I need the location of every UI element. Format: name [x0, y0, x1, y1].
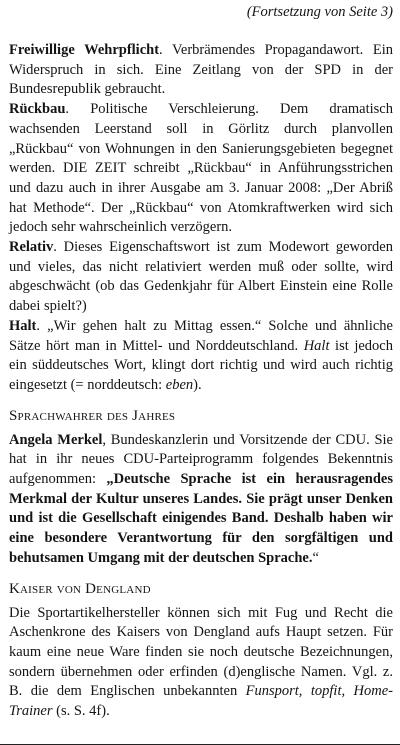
entry-term: Halt — [9, 317, 37, 334]
person-name: Angela Merkel — [9, 431, 103, 448]
entry-italic-word: Halt — [303, 337, 330, 354]
entry-term: Rückbau — [9, 101, 66, 118]
entry-term: Freiwillige Wehrpflicht — [9, 42, 160, 58]
entry-term: Relativ — [9, 239, 54, 256]
section-heading-kaiser: Kaiser von Dengland — [9, 580, 151, 597]
entry-text: . Dieses Eigenschaftswort ist zum Modewort geworden und vieles, das nicht relativiert werden muß oder sollte, wird abgeschwächt (ob das Gedenkjahr für Albert Einstein eine Rolle dabei spielt?) — [9, 239, 393, 315]
continuation-note: (Fortsetzung von Seite 3) — [246, 4, 393, 20]
entry-rueckbau — [9, 100, 393, 238]
entry-text: . Verbrämendes Propagandawort. Ein Widerspruch in sich. Eine Zeitlang von der SPD in der Bundesrepublik gebraucht. — [9, 42, 393, 98]
document-page — [9, 0, 393, 722]
quote-close: “ — [312, 549, 319, 566]
quote-text: „Deutsche Sprache ist ein herausragendes Merkmal der Kultur unseres Landes. Sie prägt unser Denken und ist die Gesellschaft einigendes Band. Deshalb haben wir eine besondere Verantwortung für den sorgfältigen und behutsamen Umgang mit der deutschen Sprache. — [9, 471, 393, 566]
entry-closing: ). — [193, 376, 202, 393]
entry-italic-end: eben — [165, 376, 194, 393]
section-sprachwahrer-body — [9, 431, 393, 569]
italic-product-names: Funsport, topfit, Home-Trainer — [9, 683, 393, 720]
section-text: Die Sportartikelhersteller können sich mit Fug und Recht die Aschenkrone des Kaisers von Dengland aufs Haupt setzen. Für kaum eine neue Ware finden sie noch deutsche Bezeichnungen, sondern übernehmen oder erfinden (d)englische Namen. Vgl. z. B. die dem Englischen unbekannten — [9, 604, 393, 700]
entry-text-rest: ist jedoch ein süddeutsches Wort, klingt dort richtig und wird auch richtig eingesetzt (= norddeutsch: — [9, 337, 393, 393]
entry-text: . Politische Verschleierung. Dem dramatisch wachsenden Leerstand soll in Görlitz durch planvollen „Rückbau“ von Wohnungen in den Sanierungsgebieten begegnet werden. DIE ZEIT schreibt „Rückbau“ in Anführungsstrichen und dazu auch in ihrer Ausgabe am 3. Januar 2008: „Der Abriß hat Methode“. Der „Rückbau“ von Atomkraftwerken wird sich jedoch sehr wahrscheinlich verzögern. — [9, 101, 393, 236]
entry-halt — [9, 317, 393, 396]
page-reference: (s. S. 4f). — [52, 703, 110, 720]
entry-freiwillige-wehrpflicht — [9, 41, 393, 100]
entry-relativ — [9, 238, 393, 317]
entry-text: . „Wir gehen halt zu Mittag essen.“ Solche und ähnliche Sätze hört man in Mittel- und Norddeutschland. — [9, 317, 393, 354]
section-heading-sprachwahrer: Sprachwahrer des Jahres — [9, 407, 176, 424]
section-kaiser-body — [9, 604, 393, 722]
section-text: , Bundeskanzlerin und Vorsitzende der CDU. Sie hat in ihr neues CDU-Parteiprogramm folgendes Bekenntnis aufgenommen: — [9, 431, 393, 488]
